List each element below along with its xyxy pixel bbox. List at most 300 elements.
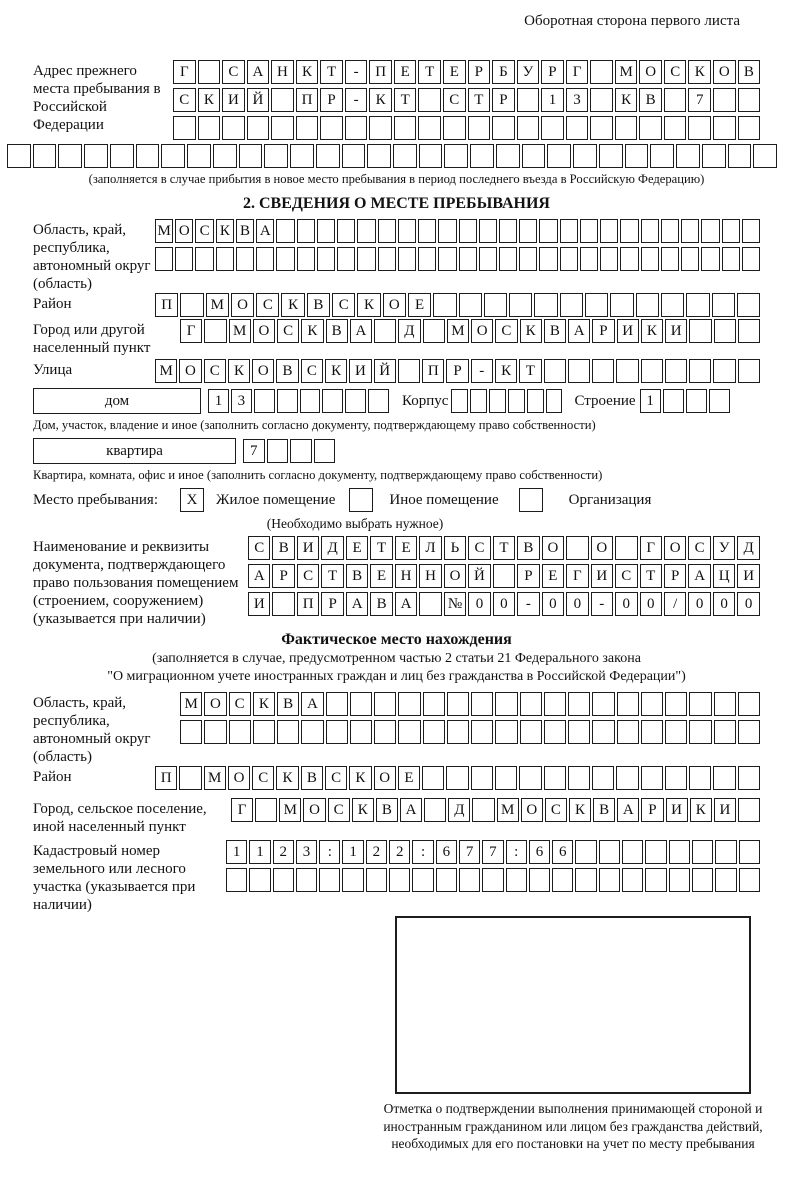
char-cell xyxy=(479,247,497,271)
char-cell xyxy=(615,116,638,140)
char-cell xyxy=(676,144,700,168)
confirmation-stamp-area xyxy=(395,916,751,1094)
char-cell: К xyxy=(276,766,298,790)
char-cell xyxy=(350,692,372,716)
char-cell xyxy=(314,439,336,463)
char-cell: О xyxy=(713,60,736,84)
char-cell: М xyxy=(204,766,226,790)
char-cell: 7 xyxy=(688,88,711,112)
char-row xyxy=(248,536,760,560)
char-cell xyxy=(471,692,493,716)
char-cell: А xyxy=(346,592,368,616)
char-cell xyxy=(495,720,517,744)
char-cell xyxy=(728,144,752,168)
char-row xyxy=(173,88,760,112)
char-cell xyxy=(722,219,740,243)
char-cell: М xyxy=(497,798,519,822)
char-cell: В xyxy=(236,219,254,243)
char-cell: Г xyxy=(566,60,589,84)
char-cell xyxy=(290,144,314,168)
char-cell xyxy=(226,868,247,892)
char-cell xyxy=(622,868,643,892)
char-cell xyxy=(715,840,736,864)
char-cell: С xyxy=(615,564,637,588)
char-cell: А xyxy=(301,692,323,716)
char-cell xyxy=(322,389,343,413)
char-cell xyxy=(738,798,760,822)
char-cell xyxy=(418,88,441,112)
char-cell xyxy=(499,219,517,243)
char-cell: 0 xyxy=(737,592,759,616)
char-cell: В xyxy=(738,60,761,84)
char-cell xyxy=(689,720,711,744)
char-cell: К xyxy=(228,359,250,383)
actual-location-note-1: (заполняется в случае, предусмотренном частью 2 статьи 21 Федерального закона xyxy=(152,651,641,666)
cadastral-label: Кадастровый номер земельного или лесного участка (указывается при наличии) xyxy=(33,843,196,913)
char-cell: Т xyxy=(468,88,491,112)
char-cell xyxy=(585,293,608,317)
char-cell xyxy=(738,692,760,716)
char-cell xyxy=(459,219,477,243)
char-cell: Е xyxy=(398,766,420,790)
char-cell xyxy=(239,144,263,168)
house-note: Дом, участок, владение и иное (заполнить согласно документу, подтверждающему право собственности) xyxy=(33,418,596,432)
char-cell: М xyxy=(279,798,301,822)
char-cell: Т xyxy=(370,536,392,560)
char-cell xyxy=(204,720,226,744)
char-cell: С xyxy=(256,293,279,317)
char-cell: 1 xyxy=(342,840,363,864)
char-cell: Р xyxy=(321,592,343,616)
char-cell xyxy=(369,116,392,140)
char-cell: Г xyxy=(231,798,253,822)
char-cell: И xyxy=(737,564,759,588)
char-cell xyxy=(742,247,760,271)
char-cell: 0 xyxy=(493,592,515,616)
char-cell xyxy=(641,359,663,383)
char-cell: В xyxy=(639,88,662,112)
char-cell: С xyxy=(277,319,299,343)
char-cell xyxy=(552,868,573,892)
stroenie-label: Строение xyxy=(574,392,636,409)
char-cell xyxy=(529,868,550,892)
char-cell xyxy=(433,293,456,317)
char-cell xyxy=(600,247,618,271)
char-cell xyxy=(419,592,441,616)
char-cell: А xyxy=(688,564,710,588)
char-cell: О xyxy=(303,798,325,822)
char-cell xyxy=(378,219,396,243)
char-cell: В xyxy=(370,592,392,616)
char-cell xyxy=(482,868,503,892)
char-cell xyxy=(519,766,541,790)
char-cell xyxy=(610,293,633,317)
char-cell: О xyxy=(179,359,201,383)
char-row xyxy=(155,359,760,383)
char-cell xyxy=(592,720,614,744)
char-cell xyxy=(472,798,494,822)
char-cell xyxy=(422,766,444,790)
char-cell xyxy=(33,144,57,168)
char-cell: Й xyxy=(374,359,396,383)
char-cell: А xyxy=(395,592,417,616)
char-cell xyxy=(599,868,620,892)
char-cell xyxy=(459,247,477,271)
street-label: Улица xyxy=(33,362,73,378)
char-cell: 0 xyxy=(640,592,662,616)
char-cell xyxy=(419,144,443,168)
char-cell xyxy=(701,219,719,243)
char-cell: Т xyxy=(418,60,441,84)
stroenie-cells xyxy=(640,389,730,413)
actual-location-title: Фактическое место нахождения xyxy=(281,631,512,648)
char-cell xyxy=(714,319,736,343)
char-cell xyxy=(590,60,613,84)
char-cell: В xyxy=(307,293,330,317)
char-cell: Е xyxy=(542,564,564,588)
char-cell xyxy=(580,247,598,271)
char-cell: Е xyxy=(394,60,417,84)
char-cell xyxy=(544,692,566,716)
char-cell xyxy=(222,116,245,140)
char-cell: Р xyxy=(517,564,539,588)
char-cell: С xyxy=(248,536,270,560)
char-cell xyxy=(592,359,614,383)
char-cell xyxy=(345,389,366,413)
char-cell xyxy=(290,439,312,463)
char-cell xyxy=(378,247,396,271)
char-cell xyxy=(663,389,684,413)
char-cell: П xyxy=(155,293,178,317)
char-cell xyxy=(7,144,31,168)
apartment-cells xyxy=(243,439,335,463)
char-cell: Т xyxy=(394,88,417,112)
char-cell: - xyxy=(471,359,493,383)
char-cell: - xyxy=(591,592,613,616)
char-cell: О xyxy=(204,692,226,716)
char-cell: № xyxy=(444,592,466,616)
char-cell: А xyxy=(568,319,590,343)
char-cell: С xyxy=(328,798,350,822)
char-cell xyxy=(317,219,335,243)
char-cell: / xyxy=(664,592,686,616)
char-cell xyxy=(418,116,441,140)
house-number-cells xyxy=(208,389,389,413)
char-cell xyxy=(249,868,270,892)
section2-title: 2. СВЕДЕНИЯ О МЕСТЕ ПРЕБЫВАНИЯ xyxy=(243,195,550,212)
char-cell xyxy=(350,720,372,744)
char-row xyxy=(180,720,760,744)
char-cell xyxy=(688,116,711,140)
char-cell xyxy=(300,389,321,413)
char-cell: К xyxy=(357,293,380,317)
char-cell xyxy=(622,840,643,864)
char-cell: 0 xyxy=(468,592,490,616)
char-cell: К xyxy=(198,88,221,112)
char-cell xyxy=(517,88,540,112)
char-cell: К xyxy=(688,60,711,84)
field-actual-district xyxy=(33,766,760,790)
char-cell: И xyxy=(349,359,371,383)
char-cell: С xyxy=(325,766,347,790)
char-cell: А xyxy=(617,798,639,822)
char-cell: С xyxy=(222,60,245,84)
char-cell xyxy=(479,219,497,243)
char-cell xyxy=(297,219,315,243)
char-cell xyxy=(277,389,298,413)
char-cell xyxy=(546,389,563,413)
char-cell xyxy=(276,247,294,271)
char-cell xyxy=(398,219,416,243)
char-cell xyxy=(712,293,735,317)
checkbox-organization xyxy=(519,488,543,512)
char-cell xyxy=(520,692,542,716)
char-cell: Г xyxy=(566,564,588,588)
char-cell xyxy=(470,389,487,413)
char-cell: Д xyxy=(321,536,343,560)
char-cell: А xyxy=(350,319,372,343)
char-row xyxy=(248,592,760,616)
field-city xyxy=(33,319,760,357)
char-cell: 6 xyxy=(552,840,573,864)
char-cell: Р xyxy=(468,60,491,84)
char-cell xyxy=(255,798,277,822)
char-cell: 0 xyxy=(566,592,588,616)
char-cell: А xyxy=(247,60,270,84)
char-cell xyxy=(738,766,760,790)
char-cell: Т xyxy=(321,564,343,588)
char-cell: Ь xyxy=(444,536,466,560)
char-cell: 1 xyxy=(226,840,247,864)
char-cell: К xyxy=(520,319,542,343)
char-cell xyxy=(544,720,566,744)
char-cell: И xyxy=(222,88,245,112)
char-cell xyxy=(575,840,596,864)
char-cell: В xyxy=(346,564,368,588)
char-cell: К xyxy=(641,319,663,343)
char-cell xyxy=(739,868,760,892)
char-cell xyxy=(573,144,597,168)
char-cell xyxy=(110,144,134,168)
char-cell xyxy=(273,868,294,892)
char-cell xyxy=(701,247,719,271)
char-row xyxy=(226,840,760,864)
char-cell xyxy=(534,293,557,317)
stay-place-label: Место пребывания: xyxy=(33,491,158,508)
char-cell xyxy=(204,319,226,343)
char-cell xyxy=(641,720,663,744)
char-cell: О xyxy=(542,536,564,560)
field-document xyxy=(33,536,760,628)
char-cell xyxy=(527,389,544,413)
char-cell xyxy=(665,766,687,790)
char-cell: И xyxy=(248,592,270,616)
char-cell xyxy=(664,116,687,140)
char-cell: О xyxy=(664,536,686,560)
char-cell: О xyxy=(591,536,613,560)
char-cell: К xyxy=(352,798,374,822)
char-cell xyxy=(544,359,566,383)
char-cell: Е xyxy=(395,536,417,560)
char-cell xyxy=(459,293,482,317)
char-cell: М xyxy=(206,293,229,317)
char-cell xyxy=(519,219,537,243)
char-cell xyxy=(155,247,173,271)
char-cell xyxy=(616,766,638,790)
char-cell xyxy=(681,219,699,243)
char-cell xyxy=(689,359,711,383)
char-cell: С xyxy=(495,319,517,343)
char-cell xyxy=(620,247,638,271)
char-cell: Г xyxy=(173,60,196,84)
char-cell: Р xyxy=(320,88,343,112)
char-row xyxy=(226,868,760,892)
char-cell: В xyxy=(326,319,348,343)
char-cell: С xyxy=(688,536,710,560)
char-cell xyxy=(272,592,294,616)
char-cell xyxy=(357,219,375,243)
char-cell xyxy=(713,359,735,383)
char-cell xyxy=(136,144,160,168)
char-cell xyxy=(641,219,659,243)
char-cell xyxy=(590,88,613,112)
char-cell xyxy=(267,439,289,463)
char-cell: Р xyxy=(641,798,663,822)
char-cell xyxy=(444,144,468,168)
char-cell xyxy=(590,116,613,140)
field-house xyxy=(33,388,760,414)
char-cell: К xyxy=(495,359,517,383)
char-cell: О xyxy=(175,219,193,243)
char-cell: 7 xyxy=(482,840,503,864)
char-cell xyxy=(639,116,662,140)
char-cell xyxy=(520,720,542,744)
char-cell: А xyxy=(256,219,274,243)
char-cell xyxy=(689,692,711,716)
char-cell: П xyxy=(155,766,177,790)
char-cell: К xyxy=(690,798,712,822)
char-cell: М xyxy=(155,219,173,243)
char-cell xyxy=(423,319,445,343)
char-cell: С xyxy=(195,219,213,243)
char-cell xyxy=(506,868,527,892)
char-cell xyxy=(714,720,736,744)
char-cell xyxy=(713,88,736,112)
char-cell xyxy=(665,692,687,716)
char-cell: Е xyxy=(443,60,466,84)
char-cell xyxy=(661,293,684,317)
char-cell xyxy=(661,247,679,271)
char-cell xyxy=(342,868,363,892)
char-cell: 6 xyxy=(529,840,550,864)
char-cell: М xyxy=(180,692,202,716)
char-cell xyxy=(519,247,537,271)
char-cell: : xyxy=(506,840,527,864)
char-cell xyxy=(443,116,466,140)
char-cell xyxy=(713,116,736,140)
char-cell: 1 xyxy=(541,88,564,112)
char-cell xyxy=(394,116,417,140)
char-cell xyxy=(326,720,348,744)
char-cell: К xyxy=(569,798,591,822)
char-cell xyxy=(276,219,294,243)
char-cell: К xyxy=(216,219,234,243)
char-cell: Д xyxy=(398,319,420,343)
char-cell xyxy=(625,144,649,168)
char-cell: С xyxy=(252,766,274,790)
char-cell: Н xyxy=(395,564,417,588)
char-row xyxy=(180,319,760,343)
char-cell xyxy=(173,116,196,140)
char-cell xyxy=(316,144,340,168)
char-cell: Б xyxy=(492,60,515,84)
char-cell xyxy=(187,144,211,168)
char-cell xyxy=(509,293,532,317)
char-cell xyxy=(438,219,456,243)
char-cell xyxy=(600,219,618,243)
char-cell: Т xyxy=(519,359,541,383)
char-cell: И xyxy=(617,319,639,343)
char-cell: В xyxy=(593,798,615,822)
char-cell xyxy=(247,116,270,140)
char-cell xyxy=(517,116,540,140)
field-actual-city xyxy=(33,798,760,836)
field-previous-address xyxy=(33,60,760,140)
char-cell xyxy=(575,868,596,892)
korpus-label: Корпус xyxy=(402,392,449,409)
char-cell xyxy=(451,389,468,413)
char-cell xyxy=(617,692,639,716)
char-cell: 2 xyxy=(273,840,294,864)
char-cell: С xyxy=(664,60,687,84)
char-cell xyxy=(58,144,82,168)
char-cell: И xyxy=(665,319,687,343)
char-cell xyxy=(592,766,614,790)
char-cell: Л xyxy=(419,536,441,560)
char-cell: Н xyxy=(271,60,294,84)
char-cell xyxy=(447,720,469,744)
char-cell: 3 xyxy=(296,840,317,864)
char-cell: О xyxy=(228,766,250,790)
char-cell xyxy=(568,720,590,744)
char-cell: П xyxy=(296,88,319,112)
previous-address-label: Адрес прежнего места пребывания в Российской Федерации xyxy=(33,63,161,133)
field-cadastral xyxy=(33,840,760,914)
char-cell xyxy=(692,868,713,892)
char-row xyxy=(173,116,760,140)
char-cell xyxy=(713,766,735,790)
char-cell xyxy=(568,692,590,716)
char-cell xyxy=(495,692,517,716)
char-cell: Р xyxy=(492,88,515,112)
char-cell: В xyxy=(277,692,299,716)
char-cell xyxy=(566,116,589,140)
char-cell: О xyxy=(253,319,275,343)
char-row xyxy=(155,219,760,243)
char-cell: И xyxy=(297,536,319,560)
char-cell: О xyxy=(444,564,466,588)
char-cell xyxy=(592,692,614,716)
char-cell xyxy=(742,219,760,243)
char-cell xyxy=(337,247,355,271)
char-cell xyxy=(686,389,707,413)
char-row xyxy=(248,564,760,588)
char-cell xyxy=(320,116,343,140)
char-cell xyxy=(398,692,420,716)
char-cell xyxy=(669,868,690,892)
char-cell xyxy=(398,359,420,383)
field-stay-place xyxy=(33,488,760,512)
